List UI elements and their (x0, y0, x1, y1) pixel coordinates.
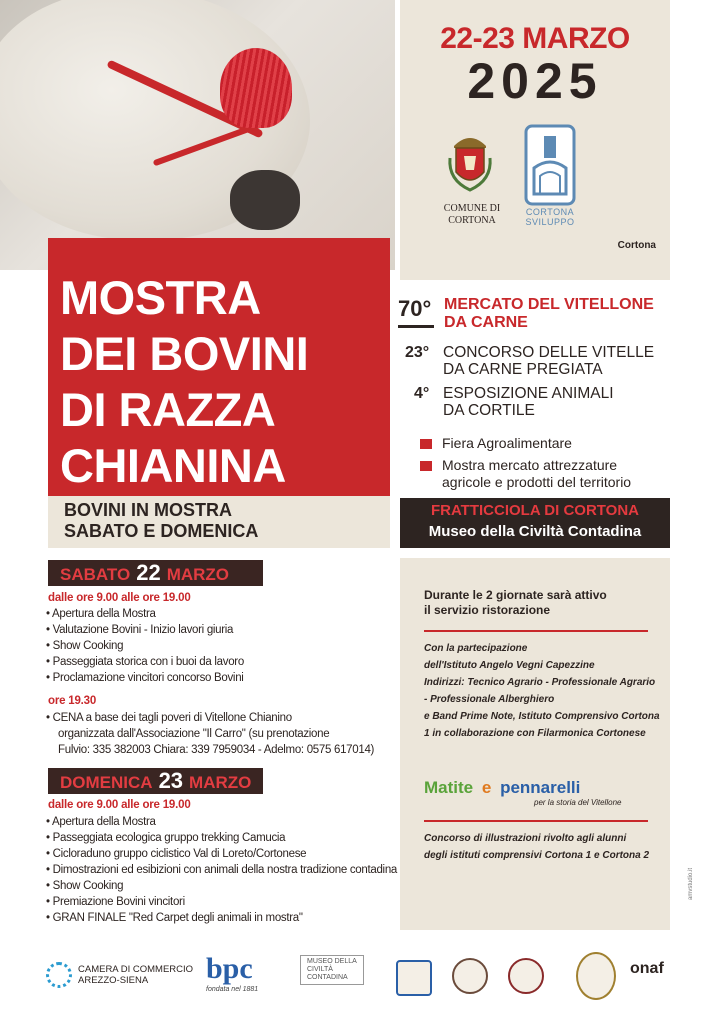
camera-commercio-icon (46, 962, 72, 988)
venue-museum: Museo della Civiltà Contadina (428, 523, 642, 540)
event-esposizione-num: 4° (414, 385, 430, 402)
title-line-1: MOSTRA (60, 271, 261, 324)
list-item: • Show Cooking (46, 638, 244, 654)
sponsor-bpc (206, 952, 258, 993)
saturday-month: MARZO (166, 565, 230, 584)
sunday-header-text (48, 768, 263, 796)
saturday-dinner (46, 710, 374, 758)
contest-line: degli istituti comprensivi Cortona 1 e Cortona 2 (424, 850, 650, 861)
bullet-square-icon (420, 461, 432, 471)
event-concorso (405, 344, 654, 378)
event-concorso-text: CONCORSO DELLE VITELLE DA CARNE PREGIATA (443, 344, 655, 378)
list-item: • Valutazione Bovini - Inizio lavori giuria (46, 622, 244, 638)
sponsor-capezzine-logo-icon (576, 952, 616, 1000)
event-dates: 22-23 MARZO (440, 22, 630, 55)
sponsor-museo: MUSEO DELLA CIVILTÀ CONTADINA (300, 955, 364, 985)
contest-text (424, 830, 664, 864)
event-fiera-text: Fiera Agroalimentare (442, 435, 572, 451)
sponsor-ara-logo-icon (396, 960, 432, 996)
matite-logo (424, 778, 580, 798)
cow-photo (0, 0, 395, 270)
participation-line: 1 in collaborazione con Filarmonica Cortonese (424, 728, 646, 739)
sponsor-onaf (630, 960, 664, 978)
sviluppo-label: CORTONA SVILUPPO (525, 207, 575, 227)
matite-word: Matite (424, 778, 474, 797)
sunday-day-number: 23 (158, 768, 184, 793)
participation-text (424, 640, 664, 742)
sponsor-round-logo-icon (452, 958, 488, 994)
onaf-logo: onaf (630, 960, 664, 977)
num-underline (398, 325, 434, 328)
main-title (60, 270, 390, 494)
participation-line: dell'Istituto Angelo Vegni Capezzine (424, 660, 595, 671)
sunday-month: MARZO (189, 773, 252, 792)
participation-line: - Professionale Alberghiero (424, 694, 555, 705)
list-item: • GRAN FINALE "Red Carpet degli animali in mostra" (46, 910, 397, 926)
saturday-list (46, 606, 244, 686)
saturday-header (48, 560, 263, 586)
list-item: • Cicloraduno gruppo ciclistico Val di Loreto/Cortonese (46, 846, 397, 862)
event-mostra-mercato (420, 457, 631, 491)
event-fiera (420, 435, 572, 452)
participation-line: e Band Prime Note, Istituto Comprensivo Cortona (424, 711, 660, 722)
comune-crest-icon (446, 128, 494, 194)
designer-credit: amvstudio.it (688, 867, 694, 900)
dinner-text: • CENA a base dei tagli poveri di Vitellone Chianino (46, 710, 374, 726)
list-item: • Dimostrazioni ed esibizioni con animali della nostra tradizione contadina (46, 862, 397, 878)
bpc-subtitle: fondata nel 1881 (206, 986, 259, 993)
matite-e: e (481, 778, 492, 797)
event-concorso-num: 23° (405, 344, 430, 361)
sunday-header (48, 768, 263, 794)
cow-muzzle-shape (230, 170, 300, 230)
list-item: • Passeggiata ecologica gruppo trekking Camucia (46, 830, 397, 846)
red-tassel (220, 48, 292, 128)
venue-location: FRATTICCIOLA DI CORTONA (430, 502, 640, 519)
event-mercato-text: MERCATO DEL VITELLONE DA CARNE (444, 296, 654, 331)
event-esposizione (414, 385, 614, 419)
sunday-label: DOMENICA (60, 773, 153, 792)
event-esposizione-text: ESPOSIZIONE ANIMALI DA CORTILE (443, 385, 614, 419)
event-mercato-num: 70° (398, 296, 432, 321)
participation-line: Indirizzi: Tecnico Agrario - Professionale Agrario (424, 677, 656, 688)
list-item: • Proclamazione vincitori concorso Bovini (46, 670, 244, 686)
bpc-logo: bpc (206, 952, 253, 985)
divider (424, 820, 648, 822)
event-mostra-mercato-text: Mostra mercato attrezzature agricole e prodotti del territorio (442, 457, 632, 490)
cortona-small-logo: Cortona (617, 240, 656, 251)
pennarelli-word: pennarelli (500, 778, 581, 797)
list-item: • Apertura della Mostra (46, 814, 397, 830)
event-mercato (398, 296, 654, 332)
contest-line: Concorso di illustrazioni rivolto agli alunni (424, 833, 627, 844)
dinner-contacts: Fulvio: 335 382003 Chiara: 339 7959034 - Adelmo: 0575 617014) (58, 744, 375, 756)
subtitle-line-2: SABATO E DOMENICA (64, 521, 259, 541)
saturday-dinner-time: ore 19.30 (48, 695, 97, 707)
event-year: 2025 (467, 53, 603, 109)
title-line-2: DEI BOVINI (60, 327, 309, 380)
sponsor-grape-logo-icon (508, 958, 544, 994)
camera-commercio-label: CAMERA DI COMMERCIO AREZZO-SIENA (78, 964, 194, 986)
saturday-header-text (48, 560, 263, 588)
subtitle (64, 500, 384, 542)
list-item: • Premiazione Bovini vincitori (46, 894, 397, 910)
dinner-organizer: organizzata dall'Associazione "Il Carro" (su prenotazione (58, 728, 330, 740)
cortona-sviluppo-logo-icon (524, 124, 576, 206)
saturday-label: SABATO (60, 565, 131, 584)
catering-notice: Durante le 2 giornate sarà attivo il servizio ristorazione (424, 588, 607, 617)
divider (424, 630, 648, 632)
list-item: • Passeggiata storica con i buoi da lavoro (46, 654, 244, 670)
title-line-3: DI RAZZA (60, 383, 276, 436)
matite-subtitle: per la storia del Vitellone (534, 798, 622, 807)
bullet-square-icon (420, 439, 432, 449)
saturday-time: dalle ore 9.00 alle ore 19.00 (48, 592, 191, 604)
sunday-list (46, 814, 397, 926)
list-item: • Apertura della Mostra (46, 606, 244, 622)
comune-label: COMUNE DI CORTONA (443, 203, 501, 226)
participation-line: Con la partecipazione (424, 643, 528, 654)
sunday-time: dalle ore 9.00 alle ore 19.00 (48, 799, 191, 811)
sponsor-camera-commercio (46, 962, 193, 988)
list-item: • Show Cooking (46, 878, 397, 894)
saturday-day-number: 22 (136, 560, 161, 585)
subtitle-line-1: BOVINI IN MOSTRA (64, 500, 233, 520)
title-line-4: CHIANINA (60, 439, 286, 492)
